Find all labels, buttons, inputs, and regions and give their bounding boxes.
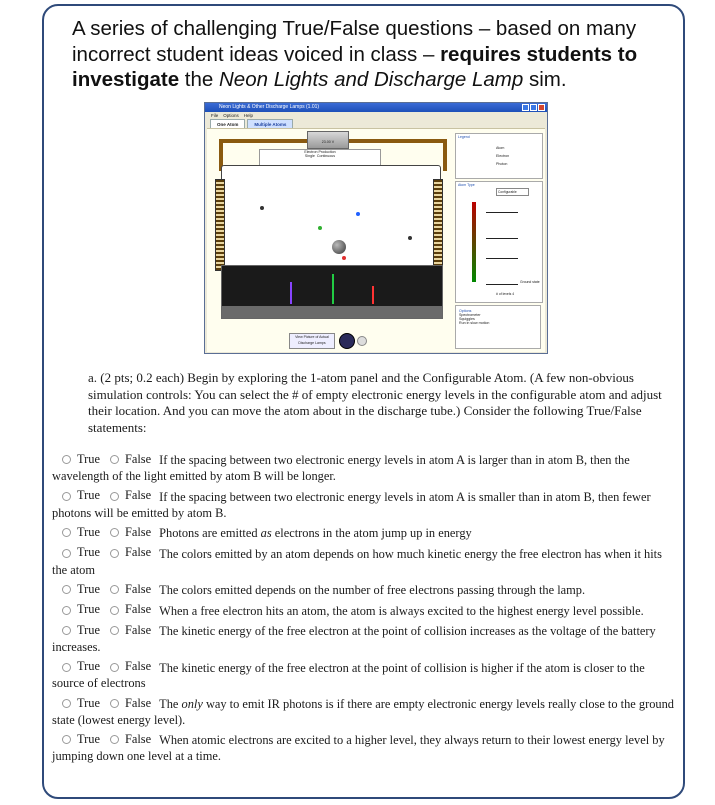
true-option[interactable] [62,488,100,504]
close-icon[interactable] [538,104,545,111]
battery-voltage: 23.00 V [321,140,335,144]
false-option[interactable] [110,623,151,639]
legend-atom: Atom [496,146,505,150]
true-radio[interactable] [62,663,71,672]
heading-text: A series of challenging True/False questions – based on many incorrect student ideas voiced in class – [72,17,637,66]
option-label: False [124,602,152,617]
true-option[interactable] [62,452,100,468]
option-label: False [124,622,152,637]
photon [318,226,322,230]
question-item [52,732,680,765]
atom-type-title: Atom Type [458,183,475,187]
true-radio[interactable] [62,699,71,708]
intro-paragraph: a. (2 pts; 0.2 each) Begin by exploring the 1-atom panel and the Configurable Atom. (A few non-obvious simulation controls: You can select the # of empty electronic energy levels in the configurable atom and adjust their location. And you can move the atom about in the discharge tube.) Consider the following True/False statements: [88,370,662,435]
legend-panel [455,133,543,179]
option-label: True [77,488,100,503]
option-label: False [124,452,152,466]
option-spectrometer[interactable]: Spectrometer [459,313,481,317]
statement-emphasis: as [260,526,272,541]
option-label: True [77,545,100,560]
ground-state-level [486,284,518,285]
true-option[interactable] [62,545,100,561]
statement-emphasis: only [181,697,203,711]
question-item [52,696,680,729]
atom-type-panel [455,181,543,303]
option-label: False [124,695,152,710]
options-title: Options [459,309,472,313]
energy-level[interactable] [486,238,518,239]
option-label: False [124,488,152,503]
cathode-coil [215,179,225,271]
maximize-icon[interactable] [530,104,537,111]
production-single-option[interactable]: Single [304,154,315,158]
step-button[interactable] [357,336,367,346]
false-radio[interactable] [110,455,119,464]
false-radio[interactable] [110,606,119,615]
atom-type-select[interactable]: Configurable [496,188,529,196]
photon [356,212,360,216]
ground-state-label: Ground state [520,280,540,284]
slide-heading [72,16,672,93]
window-controls [522,104,545,111]
true-radio[interactable] [62,606,71,615]
question-item [52,545,680,578]
statement-text: Photons are emitted [159,526,261,541]
statement-text: When a free electron hits an atom, the atom is always excited to the highest energy level possible. [159,603,644,618]
statement-text: way to emit IR photons is if there are empty electronic energy levels really close to the ground state (lowest energy level). [52,697,675,727]
electron-production-label: Electron Production [304,150,336,154]
electron [408,236,412,240]
options-panel [455,305,541,349]
true-radio[interactable] [62,455,71,464]
statement-text: electrons in the atom jump up in energy [271,526,472,541]
heading-bold: requires students to investigate [72,42,638,91]
simulation-screenshot [204,102,548,354]
question-item [52,623,680,656]
true-option[interactable] [62,602,100,618]
false-option[interactable] [110,488,151,504]
true-radio[interactable] [62,549,71,558]
true-radio[interactable] [62,735,71,744]
photon [342,256,346,260]
false-radio[interactable] [110,663,119,672]
heading-sim-name: Neon Lights and Discharge Lamp [219,68,524,91]
sim-canvas [207,128,545,352]
tab-one-atom[interactable]: One Atom [210,119,245,128]
spectral-line [290,282,292,304]
anode-coil [433,179,443,271]
spectral-line [372,286,374,304]
option-label: True [77,731,100,746]
statement-text: The colors emitted depends on the number of free electrons passing through the lamp. [159,583,586,598]
discharge-tube [221,165,441,267]
battery[interactable] [307,131,349,149]
minimize-icon[interactable] [522,104,529,111]
option-label: True [77,659,100,674]
question-statement [159,526,472,540]
question-item [52,525,680,542]
view-picture-button[interactable]: View Picture of Actual Discharge Lamps [289,333,335,349]
option-label: True [77,524,100,539]
heading-text-2: the [179,68,219,91]
true-radio[interactable] [62,585,71,594]
question-statement [159,583,585,597]
option-label: True [77,452,100,466]
true-option[interactable] [62,525,100,541]
false-radio[interactable] [110,585,119,594]
false-option[interactable] [110,582,151,598]
legend-electron: Electron [496,154,510,158]
option-label: False [124,524,152,539]
statement-text: The [159,697,182,711]
option-label: False [124,731,152,746]
menu-help[interactable]: Help [243,113,254,118]
spectrometer [221,265,443,319]
option-label: True [77,602,100,617]
option-slow-motion[interactable]: Run in slow motion [459,321,490,325]
statement-text: If the spacing between two electronic energy levels in atom A is smaller than in atom B, then fewer photons will be emitted by atom B. [52,489,651,520]
false-radio[interactable] [110,699,119,708]
true-option[interactable] [62,732,100,748]
statement-text: When atomic electrons are excited to a higher level, they always return to their lowest energy level by jumping down one level at a time. [52,733,665,764]
spectral-line [332,274,334,304]
menu-options[interactable]: Options [223,113,239,118]
false-radio[interactable] [110,549,119,558]
energy-level[interactable] [486,258,518,259]
true-option[interactable] [62,659,100,675]
option-label: False [124,581,152,596]
false-option[interactable] [110,545,151,561]
question-list [52,452,680,768]
false-radio[interactable] [110,528,119,537]
false-option[interactable] [110,732,151,748]
statement-text: The kinetic energy of the free electron at the point of collision increases as the voltage of the battery increases. [52,624,656,655]
false-option[interactable] [110,659,151,675]
false-radio[interactable] [110,735,119,744]
true-option[interactable] [62,623,100,639]
sim-menubar [205,112,547,119]
false-option[interactable] [110,452,151,468]
statement-text: The colors emitted by an atom depends on how much kinetic energy the free electron has when it hits the atom [52,546,662,577]
levels-control[interactable] [496,292,514,296]
pause-button[interactable] [339,333,355,349]
energy-level[interactable] [486,212,518,213]
question-item [52,582,680,599]
false-radio[interactable] [110,626,119,635]
spectrometer-scale [222,306,442,318]
menu-file[interactable]: File [211,113,219,118]
question-item [52,602,680,619]
question-item [52,452,680,485]
option-label: True [77,695,100,710]
levels-label: # of levels [496,292,512,296]
statement-text: If the spacing between two electronic energy levels in atom A is larger than in atom B, then the wavelength of the light emitted by atom B will be longer. [52,453,630,484]
true-radio[interactable] [62,626,71,635]
true-radio[interactable] [62,492,71,501]
true-option[interactable] [62,696,100,712]
option-label: True [77,622,100,637]
true-option[interactable] [62,582,100,598]
false-option[interactable] [110,525,151,541]
heading-text-3: sim. [523,68,567,91]
sim-titlebar [205,103,547,112]
false-radio[interactable] [110,492,119,501]
energy-arrow [472,202,476,282]
option-label: False [124,545,152,560]
electron [260,206,264,210]
false-option[interactable] [110,696,151,712]
statement-text: The kinetic energy of the free electron at the point of collision is higher if the atom is closer to the source of electrons [52,660,645,691]
option-label: True [77,581,100,596]
sim-window-title: Neon Lights & Other Discharge Lamps (1.01) [219,104,320,110]
true-radio[interactable] [62,528,71,537]
false-option[interactable] [110,602,151,618]
question-statement [159,604,644,618]
sim-tabs [205,119,547,128]
legend-photon: Photon [496,162,508,166]
question-item [52,659,680,692]
atom[interactable] [332,240,346,254]
tab-multiple-atoms[interactable]: Multiple Atoms [247,119,293,128]
question-item [52,488,680,521]
levels-value[interactable]: 4 [512,292,515,296]
legend-title: Legend [458,135,470,139]
option-squiggles[interactable]: Squiggles [459,317,475,321]
production-continuous-option[interactable]: Continuous [316,154,336,158]
option-label: False [124,659,152,674]
